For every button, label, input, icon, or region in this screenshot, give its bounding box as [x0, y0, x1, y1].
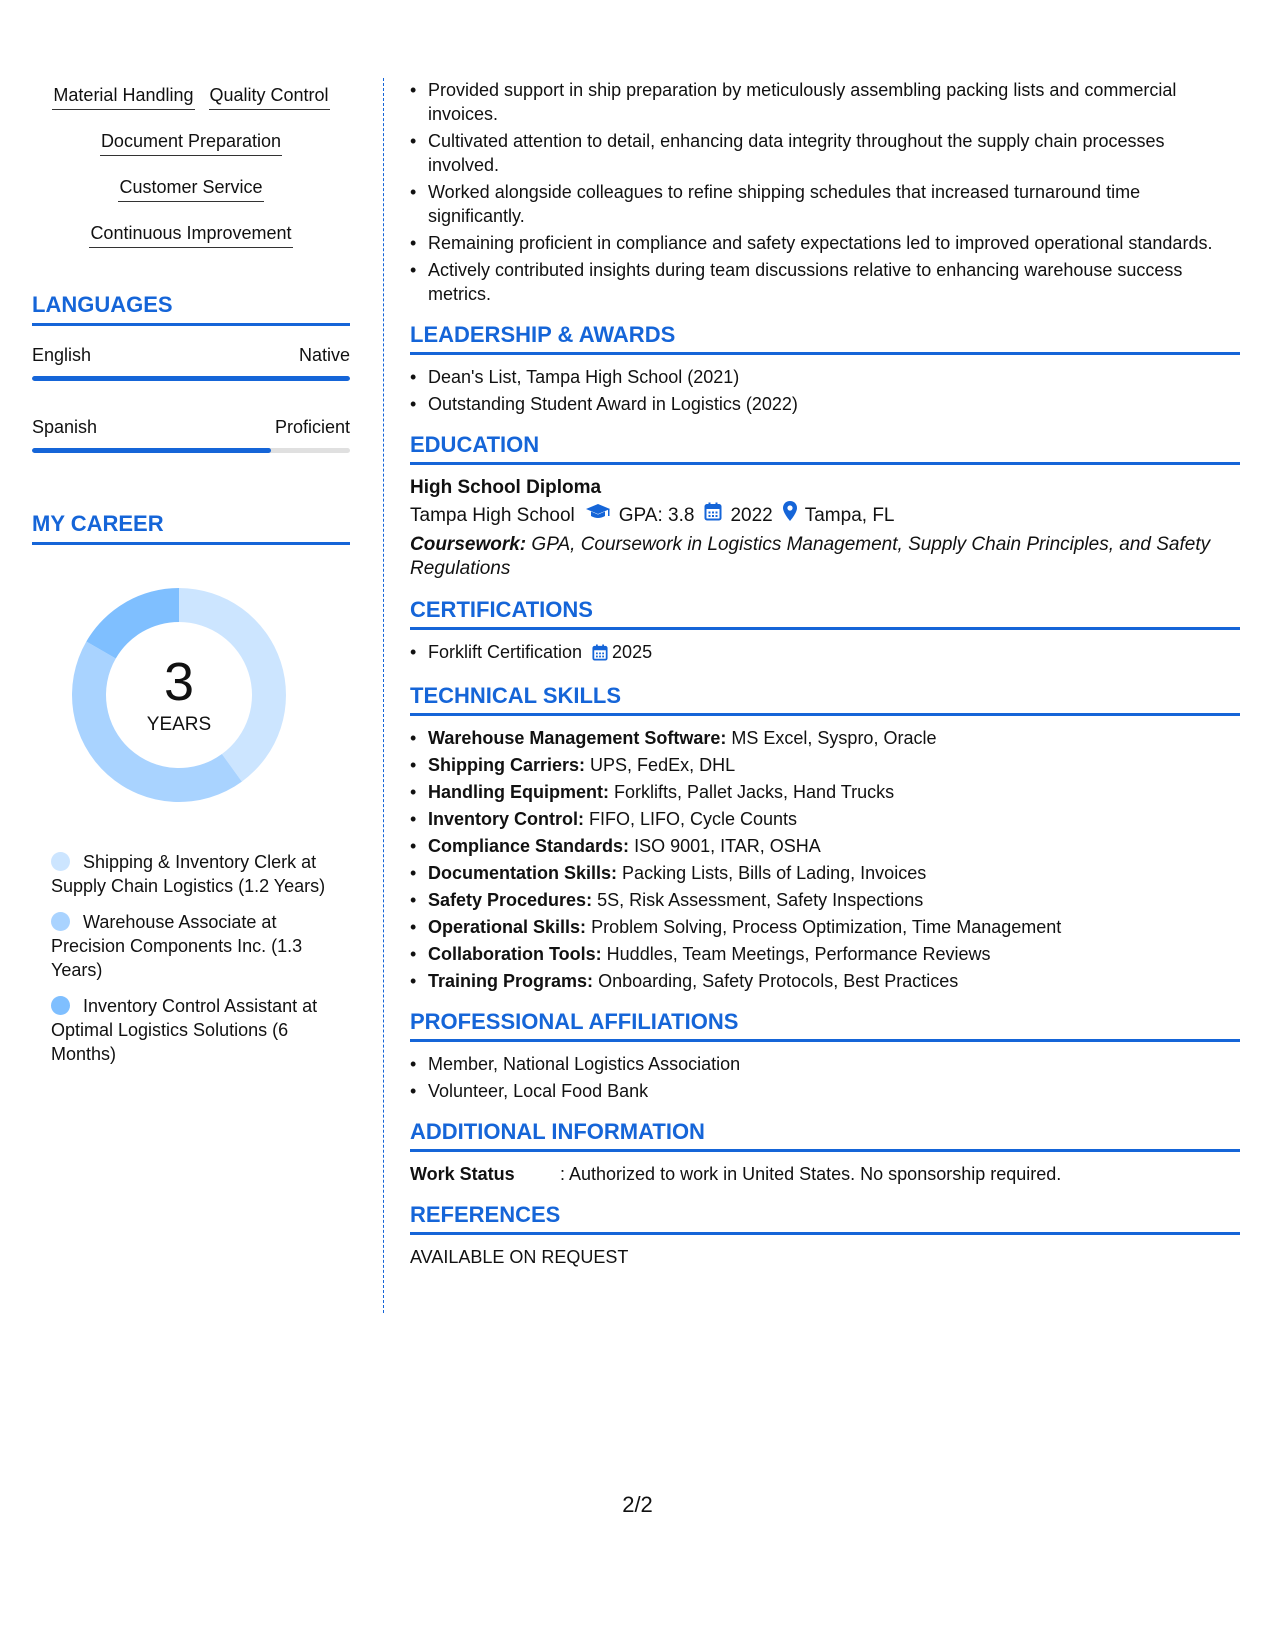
- tech-skill-label: Warehouse Management Software:: [428, 728, 727, 748]
- tech-skill-item: [428, 888, 1240, 912]
- calendar-icon: [592, 643, 608, 667]
- school-name: Tampa High School: [410, 505, 575, 526]
- section-title: TECHNICAL SKILLS: [410, 683, 1240, 716]
- graduation-cap-icon: [585, 501, 611, 531]
- tech-skill-label: Inventory Control:: [428, 809, 584, 829]
- right-column: [410, 78, 1240, 1269]
- page-number: 2/2: [622, 1492, 653, 1517]
- section-title: LEADERSHIP & AWARDS: [410, 322, 1240, 355]
- tech-skill-item: [428, 915, 1240, 939]
- skill-tag: Document Preparation: [100, 130, 282, 156]
- years-label: YEARS: [146, 714, 212, 735]
- career-donut: [64, 580, 294, 810]
- legend-dot: [51, 996, 70, 1015]
- column-divider: [383, 78, 384, 1313]
- tech-skill-value: MS Excel, Syspro, Oracle: [731, 728, 937, 748]
- tech-skill-item: [428, 726, 1240, 750]
- tech-skill-value: UPS, FedEx, DHL: [590, 755, 736, 775]
- section-title: MY CAREER: [32, 511, 350, 545]
- calendar-icon: [704, 501, 722, 531]
- section-title: PROFESSIONAL AFFILIATIONS: [410, 1009, 1240, 1042]
- tech-skill-item: [428, 861, 1240, 885]
- experience-bullet: • Cultivated attention to detail, enhancing data integrity throughout the supply chain processes involved.: [428, 129, 1240, 177]
- skill-tag: Customer Service: [118, 176, 263, 202]
- language-item: [32, 416, 350, 453]
- tech-skill-label: Collaboration Tools:: [428, 944, 602, 964]
- language-level: Native: [298, 345, 350, 365]
- graduation-year: 2022: [730, 505, 773, 526]
- certification-name: Forklift Certification: [428, 642, 583, 662]
- tech-skill-label: Operational Skills:: [428, 917, 587, 937]
- tech-skill-value: Huddles, Team Meetings, Performance Reviews: [606, 944, 991, 964]
- career-label: Shipping & Inventory Clerk at Supply Chain Logistics (1.2 Years): [51, 852, 326, 896]
- career-list: [51, 850, 331, 1066]
- certification-item: [428, 640, 1240, 667]
- references-text: AVAILABLE ON REQUEST: [410, 1247, 629, 1267]
- degree: High School Diploma: [410, 477, 602, 498]
- certifications-list: [410, 640, 1240, 667]
- tech-skill-value: Packing Lists, Bills of Lading, Invoices: [622, 863, 927, 883]
- work-status-row: [410, 1162, 1240, 1186]
- section-title: REFERENCES: [410, 1202, 1240, 1235]
- career-item: [51, 850, 331, 898]
- section-title: CERTIFICATIONS: [410, 597, 1240, 630]
- tech-skill-value: Problem Solving, Process Optimization, Time Management: [591, 917, 1062, 937]
- tech-skill-label: Documentation Skills:: [428, 863, 618, 883]
- affiliation-item: • Member, National Logistics Association: [428, 1052, 1240, 1076]
- language-bar: [32, 448, 350, 453]
- experience-bullet: • Remaining proficient in compliance and safety expectations led to improved operational standards.: [428, 231, 1240, 255]
- language-level: Proficient: [274, 417, 350, 437]
- experience-bullets: [410, 78, 1240, 306]
- legend-dot: [51, 852, 70, 871]
- tech-skill-label: Compliance Standards:: [428, 836, 630, 856]
- career-label: Warehouse Associate at Precision Components Inc. (1.3 Years): [51, 912, 303, 980]
- section-title: ADDITIONAL INFORMATION: [410, 1119, 1240, 1152]
- award-item: • Dean's List, Tampa High School (2021): [428, 365, 1240, 389]
- experience-bullet: • Provided support in ship preparation by meticulously assembling packing lists and commercial invoices.: [428, 78, 1240, 126]
- education-details: [410, 501, 1240, 531]
- awards-list: [410, 365, 1240, 416]
- tech-skill-label: Shipping Carriers:: [428, 755, 586, 775]
- gpa: GPA: 3.8: [618, 505, 695, 526]
- language-name: Spanish: [32, 417, 98, 437]
- career-item: [51, 910, 331, 982]
- certification-year: 2025: [612, 642, 653, 662]
- work-status-label: Work Status: [410, 1164, 515, 1184]
- language-bar-fill: [32, 448, 271, 453]
- years-number: 3: [163, 652, 195, 712]
- legend-dot: [51, 912, 70, 931]
- career-label: Inventory Control Assistant at Optimal Logistics Solutions (6 Months): [51, 996, 318, 1064]
- skill-tag: Continuous Improvement: [89, 222, 292, 248]
- tech-skill-value: 5S, Risk Assessment, Safety Inspections: [597, 890, 924, 910]
- career-section: [32, 511, 350, 1066]
- affiliation-item: • Volunteer, Local Food Bank: [428, 1079, 1240, 1103]
- tech-skill-label: Safety Procedures:: [428, 890, 593, 910]
- tech-skill-label: Training Programs:: [428, 971, 594, 991]
- coursework-label: Coursework:: [410, 534, 527, 555]
- language-name: English: [32, 345, 92, 365]
- tech-skill-item: [428, 753, 1240, 777]
- career-item: [51, 994, 331, 1066]
- coursework-text: GPA, Coursework in Logistics Management, Supply Chain Principles, and Safety Regulations: [410, 534, 1211, 579]
- left-column: [32, 84, 350, 1078]
- tech-skill-item: [428, 807, 1240, 831]
- tech-skill-label: Handling Equipment:: [428, 782, 609, 802]
- affiliations-list: [410, 1052, 1240, 1103]
- tech-skill-item: [428, 780, 1240, 804]
- experience-bullet: • Actively contributed insights during team discussions relative to enhancing warehouse success metrics.: [428, 258, 1240, 306]
- technical-skills-list: [410, 726, 1240, 993]
- tech-skill-value: Forklifts, Pallet Jacks, Hand Trucks: [614, 782, 895, 802]
- experience-bullet: • Worked alongside colleagues to refine shipping schedules that increased turnaround time significantly.: [428, 180, 1240, 228]
- work-status-value: : Authorized to work in United States. No sponsorship required.: [560, 1164, 1062, 1184]
- tech-skill-item: [428, 834, 1240, 858]
- award-item: • Outstanding Student Award in Logistics (2022): [428, 392, 1240, 416]
- languages-section: [32, 292, 350, 453]
- tech-skill-value: ISO 9001, ITAR, OSHA: [634, 836, 821, 856]
- tech-skill-item: [428, 942, 1240, 966]
- language-bar-fill: [32, 376, 350, 381]
- tech-skill-value: Onboarding, Safety Protocols, Best Practices: [598, 971, 959, 991]
- location: Tampa, FL: [804, 505, 895, 526]
- language-bar: [32, 376, 350, 381]
- tech-skill-value: FIFO, LIFO, Cycle Counts: [589, 809, 798, 829]
- location-pin-icon: [783, 501, 797, 531]
- skills-list: [32, 84, 350, 248]
- language-item: [32, 344, 350, 381]
- skill-tag: Material Handling: [52, 84, 194, 110]
- tech-skill-item: [428, 969, 1240, 993]
- section-title: LANGUAGES: [32, 292, 350, 326]
- section-title: EDUCATION: [410, 432, 1240, 465]
- skill-tag: Quality Control: [209, 84, 330, 110]
- coursework: [410, 533, 1240, 581]
